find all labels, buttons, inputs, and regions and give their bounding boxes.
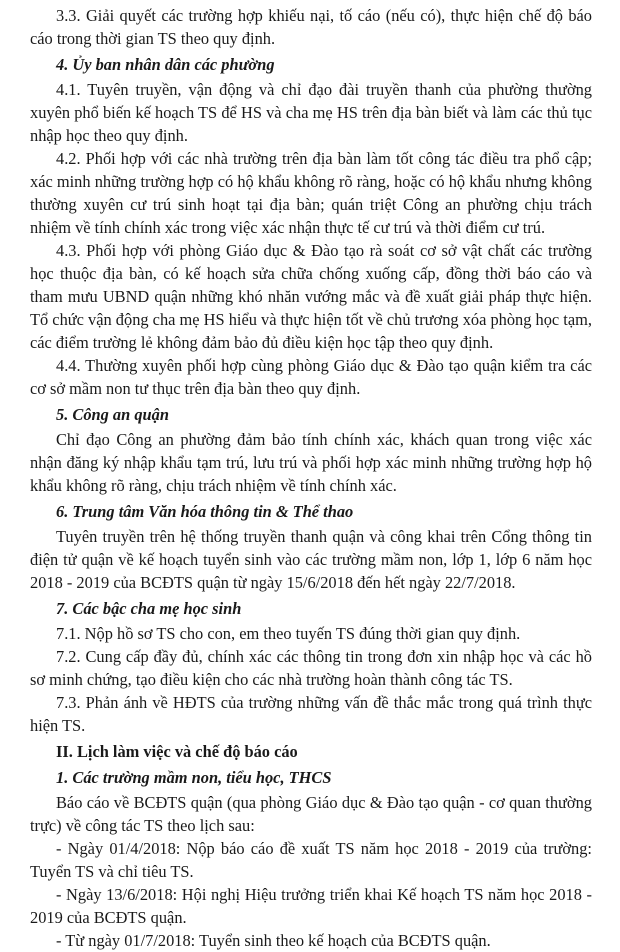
schedule-item-0104: - Ngày 01/4/2018: Nộp báo cáo đề xuất TS năm học 2018 - 2019 của trường: Tuyển TS và chỉ tiêu TS. bbox=[30, 839, 592, 881]
para-4-2: 4.2. Phối hợp với các nhà trường trên địa bàn làm tốt công tác điều tra phổ cập; xác minh những trường hợp có hộ khẩu không rõ ràng, hoặc có hộ khẩu nhưng không thường xuyên cư trú sinh hoạt tại địa bàn; quán triệt Công an phường chịu trách nhiệm về tính chính xác trong việc xác nhận thực tế cư trú và thời điểm cư trú. bbox=[30, 149, 592, 237]
para-4-3: 4.3. Phối hợp với phòng Giáo dục & Đào tạo rà soát cơ sở vật chất các trường học thuộc địa bàn, có kế hoạch sửa chữa chống xuống cấp, đồng thời báo cáo và tham mưu UBND quận những khó nhăn vướng mắc và đề xuất giải pháp thực hiện. Tổ chức vận động cha mẹ HS hiểu và thực hiện tốt về chủ trương xóa phòng học tạm, các điểm trường lẻ không đảm bảo đủ điều kiện học tập theo quy định. bbox=[30, 241, 592, 352]
heading-ubnd-phuong: 4. Ủy ban nhân dân các phường bbox=[56, 55, 275, 74]
para-cong-an: Chỉ đạo Công an phường đảm bảo tính chính xác, khách quan trong việc xác nhận đăng ký nhập khẩu tạm trú, lưu trú và phối hợp xác minh những trường hợp hộ khẩu không rõ ràng, chịu trách nhiệm về tính chính xác. bbox=[30, 430, 592, 495]
heading-lich-lam-viec: II. Lịch làm việc và chế độ báo cáo bbox=[56, 742, 298, 761]
para-7-2: 7.2. Cung cấp đầy đủ, chính xác các thông tin trong đơn xin nhập học và các hồ sơ minh chứng, tạo điều kiện cho các nhà trường hoàn thành công tác TS. bbox=[30, 647, 592, 689]
para-3-3: 3.3. Giải quyết các trường hợp khiếu nại, tố cáo (nếu có), thực hiện chế độ báo cáo trong thời gian TS theo quy định. bbox=[30, 6, 592, 48]
para-7-3: 7.3. Phản ánh về HĐTS của trường những vấn đề thắc mắc trong quá trình thực hiện TS. bbox=[30, 693, 592, 735]
para-7-1: 7.1. Nộp hồ sơ TS cho con, em theo tuyến TS đúng thời gian quy định. bbox=[56, 624, 521, 643]
heading-cac-truong: 1. Các trường mầm non, tiểu học, THCS bbox=[56, 768, 332, 787]
schedule-item-0107: - Từ ngày 01/7/2018: Tuyển sinh theo kế hoạch của BCĐTS quận. bbox=[56, 931, 491, 950]
heading-cha-me-hs: 7. Các bậc cha mẹ học sinh bbox=[56, 599, 242, 618]
para-tuyen-truyen: Tuyên truyền trên hệ thống truyền thanh quận và công khai trên Cổng thông tin điện tử quận về kế hoạch tuyển sinh vào các trường mầm non, lớp 1, lớp 6 năm học 2018 - 2019 của BCĐTS quận từ ngày 15/6/2018 đến hết ngày 22/7/2018. bbox=[30, 527, 592, 592]
heading-cong-an-quan: 5. Công an quận bbox=[56, 405, 169, 424]
para-bao-cao: Báo cáo về BCĐTS quận (qua phòng Giáo dục & Đào tạo quận - cơ quan thường trực) về công tác TS theo lịch sau: bbox=[30, 793, 592, 835]
para-4-1: 4.1. Tuyên truyền, vận động và chỉ đạo đài truyền thanh của phường thường xuyên phổ biến kế hoạch TS để HS và cha mẹ HS trên địa bàn biết và làm các thủ tục nhập học theo quy định. bbox=[30, 80, 592, 145]
schedule-item-1306: - Ngày 13/6/2018: Hội nghị Hiệu trưởng triển khai Kế hoạch TS năm học 2018 - 2019 của BCĐTS quận. bbox=[30, 885, 592, 927]
heading-trung-tam-vhtt: 6. Trung tâm Văn hóa thông tin & Thể thao bbox=[56, 502, 354, 521]
para-4-4: 4.4. Thường xuyên phối hợp cùng phòng Giáo dục & Đào tạo quận kiểm tra các cơ sở mầm non tư thục trên địa bàn theo quy định. bbox=[30, 356, 592, 398]
